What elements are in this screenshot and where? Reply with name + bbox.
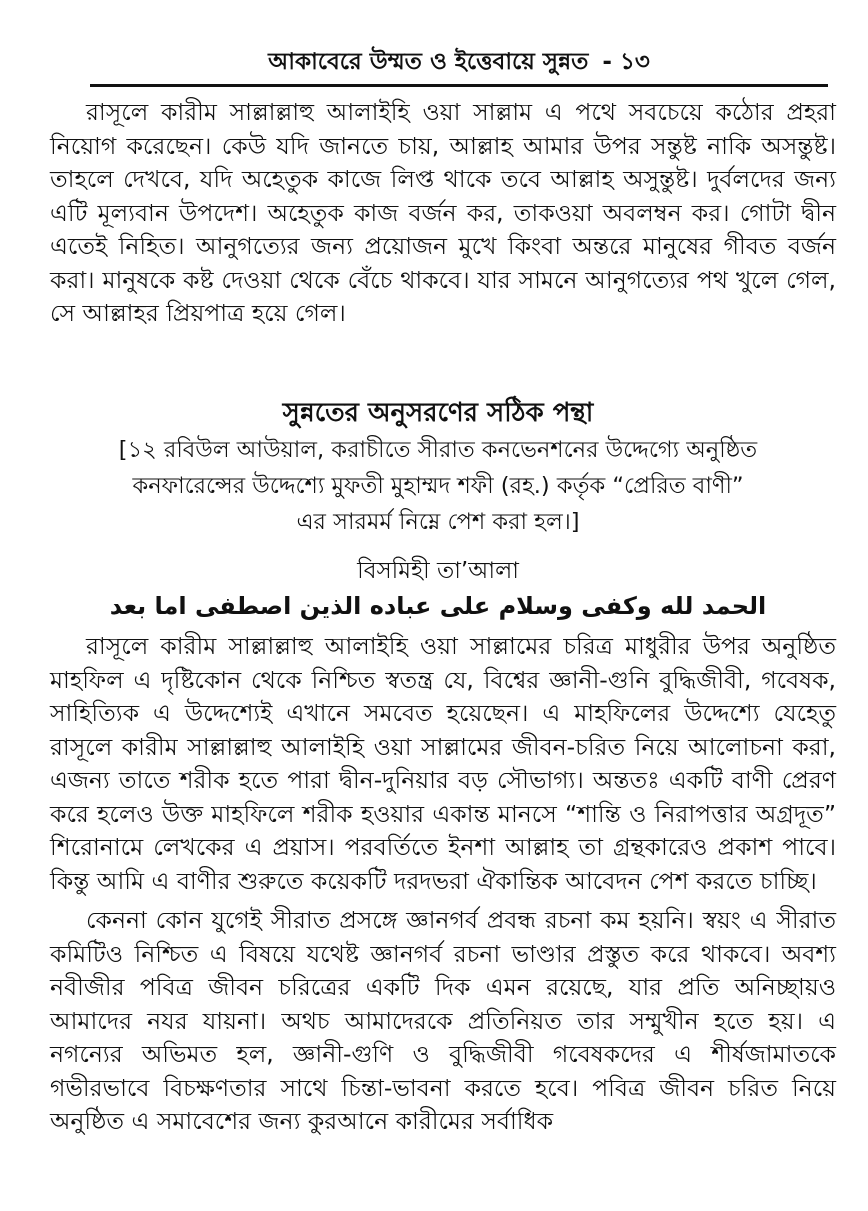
page-number: - ১৩ [602, 48, 650, 75]
paragraph-1 [50, 96, 836, 331]
bismihi-line: বিসমিহী তা’আলা [357, 558, 519, 584]
paragraph-2 [50, 630, 836, 898]
paragraph-3-text: কেননা কোন যুগেই সীরাত প্রসঙ্গে জ্ঞানগর্ব প্রবন্ধ রচনা কম হয়নি। স্বয়ং এ সীরাত কমিটিও নিশ্চিত এ বিষয়ে যথেষ্ট জ্ঞানগর্ব রচনা ভাণ্ডার প্রস্তুত করে থাকবে। অবশ্য নবীজীর পবিত্র জীবন চরিত্রের একটি দিক এমন রয়েছে, যার প্রতি অনিচ্ছায়ও আমাদের নযর যায়না। অথচ আমাদেরকে প্রতিনিয়ত তার সম্মুখীন হতে হয়। এ নগন্যের অভিমত হল, জ্ঞানী-গুণি ও বুদ্ধিজীবী গবেষকদের এ শীর্ষজামাতকে গভীরভাবে বিচক্ষণতার সাথে চিন্তা-ভাবনা করতে হবে। পবিত্র জীবন চরিত নিয়ে অনুষ্ঠিত এ সমাবেশের জন্য কুরআনে কারীমের সর্বাধিক [50, 906, 836, 1135]
header-title: আকাবেরে উম্মত ও ইত্তেবায়ে সুন্নত [268, 48, 589, 75]
paragraph-1-text: রাসূলে কারীম সাল্লাল্লাহু আলাইহি ওয়া সাল্লাম এ পথে সবচেয়ে কঠোর প্রহরা নিয়োগ করেছেন। কেউ যদি জানতে চায়, আল্লাহ আমার উপর সন্তুষ্ট নাকি অসন্তুষ্ট। তাহলে দেখবে, যদি অহেতুক কাজে লিপ্ত থাকে তবে আল্লাহ অসুন্তুষ্ট। দুর্বলদের জন্য এটি মূল্যবান উপদেশ। অহেতুক কাজ বর্জন কর, তাকওয়া অবলম্বন কর। গোটা দ্বীন এতেই নিহিত। আনুগত্যের জন্য প্রয়োজন মুখে কিংবা অন্তরে মানুষের গীবত বর্জন করা। মানুষকে কষ্ট দেওয়া থেকে বেঁচে থাকবে। যার সামনে আনুগত্যের পথ খুলে গেল, সে আল্লাহর প্রিয়পাত্র হয়ে গেল। [50, 98, 836, 327]
section-heading: সুন্নতের অনুসরণের সঠিক পন্থা [282, 398, 594, 428]
note-block [40, 432, 836, 540]
note-line-1: [১২ রবিউল আউয়াল, করাচীতে সীরাত কনভেনশনের উদ্দেগ্যে অনুষ্ঠিত [118, 437, 758, 463]
note-line-3: এর সারমর্ম নিম্নে পেশ করা হল।] [296, 509, 580, 535]
note-line-2: কনফারেন্সের উদ্দেশ্যে মুফতী মুহাম্মদ শফী (রহ.) কর্তৃক “প্রেরিত বাণী” [132, 473, 744, 499]
arabic-line: الحمد لله وكفى وسلام على عباده الذين اصطفى اما بعد [109, 592, 767, 620]
paragraph-3 [50, 904, 836, 1139]
page-header [90, 40, 828, 87]
paragraph-2-text: রাসূলে কারীম সাল্লাল্লাহু আলাইহি ওয়া সাল্লামের চরিত্র মাধুরীর উপর অনুষ্ঠিত মাহফিল এ দৃষ্টিকোন থেকে নিশ্চিত স্বতন্ত্র যে, বিশ্বের জ্ঞানী-গুনি বুদ্ধিজীবী, গবেষক, সাহিত্যিক এ উদ্দেশ্যেই এখানে সমবেত হয়েছেন। এ মাহফিলের উদ্দেশ্যে যেহেতু রাসূলে কারীম সাল্লাল্লাহু আলাইহি ওয়া সাল্লামের জীবন-চরিত নিয়ে আলোচনা করা, এজন্য তাতে শরীক হতে পারা দ্বীন-দুনিয়ার বড় সৌভাগ্য। অন্ততঃ একটি বাণী প্রেরণ করে হলেও উক্ত মাহফিলে শরীক হওয়ার একান্ত মানসে “শান্তি ও নিরাপত্তার অগ্রদূত” শিরোনামে লেখকের এ প্রয়াস। পরবর্তিতে ইনশা আল্লাহ তা গ্রন্থকারেও প্রকাশ পাবে। কিন্তু আমি এ বাণীর শুরুতে কয়েকটি দরদভরা ঐকান্তিক আবেদন পেশ করতে চাচ্ছি। [50, 632, 836, 895]
